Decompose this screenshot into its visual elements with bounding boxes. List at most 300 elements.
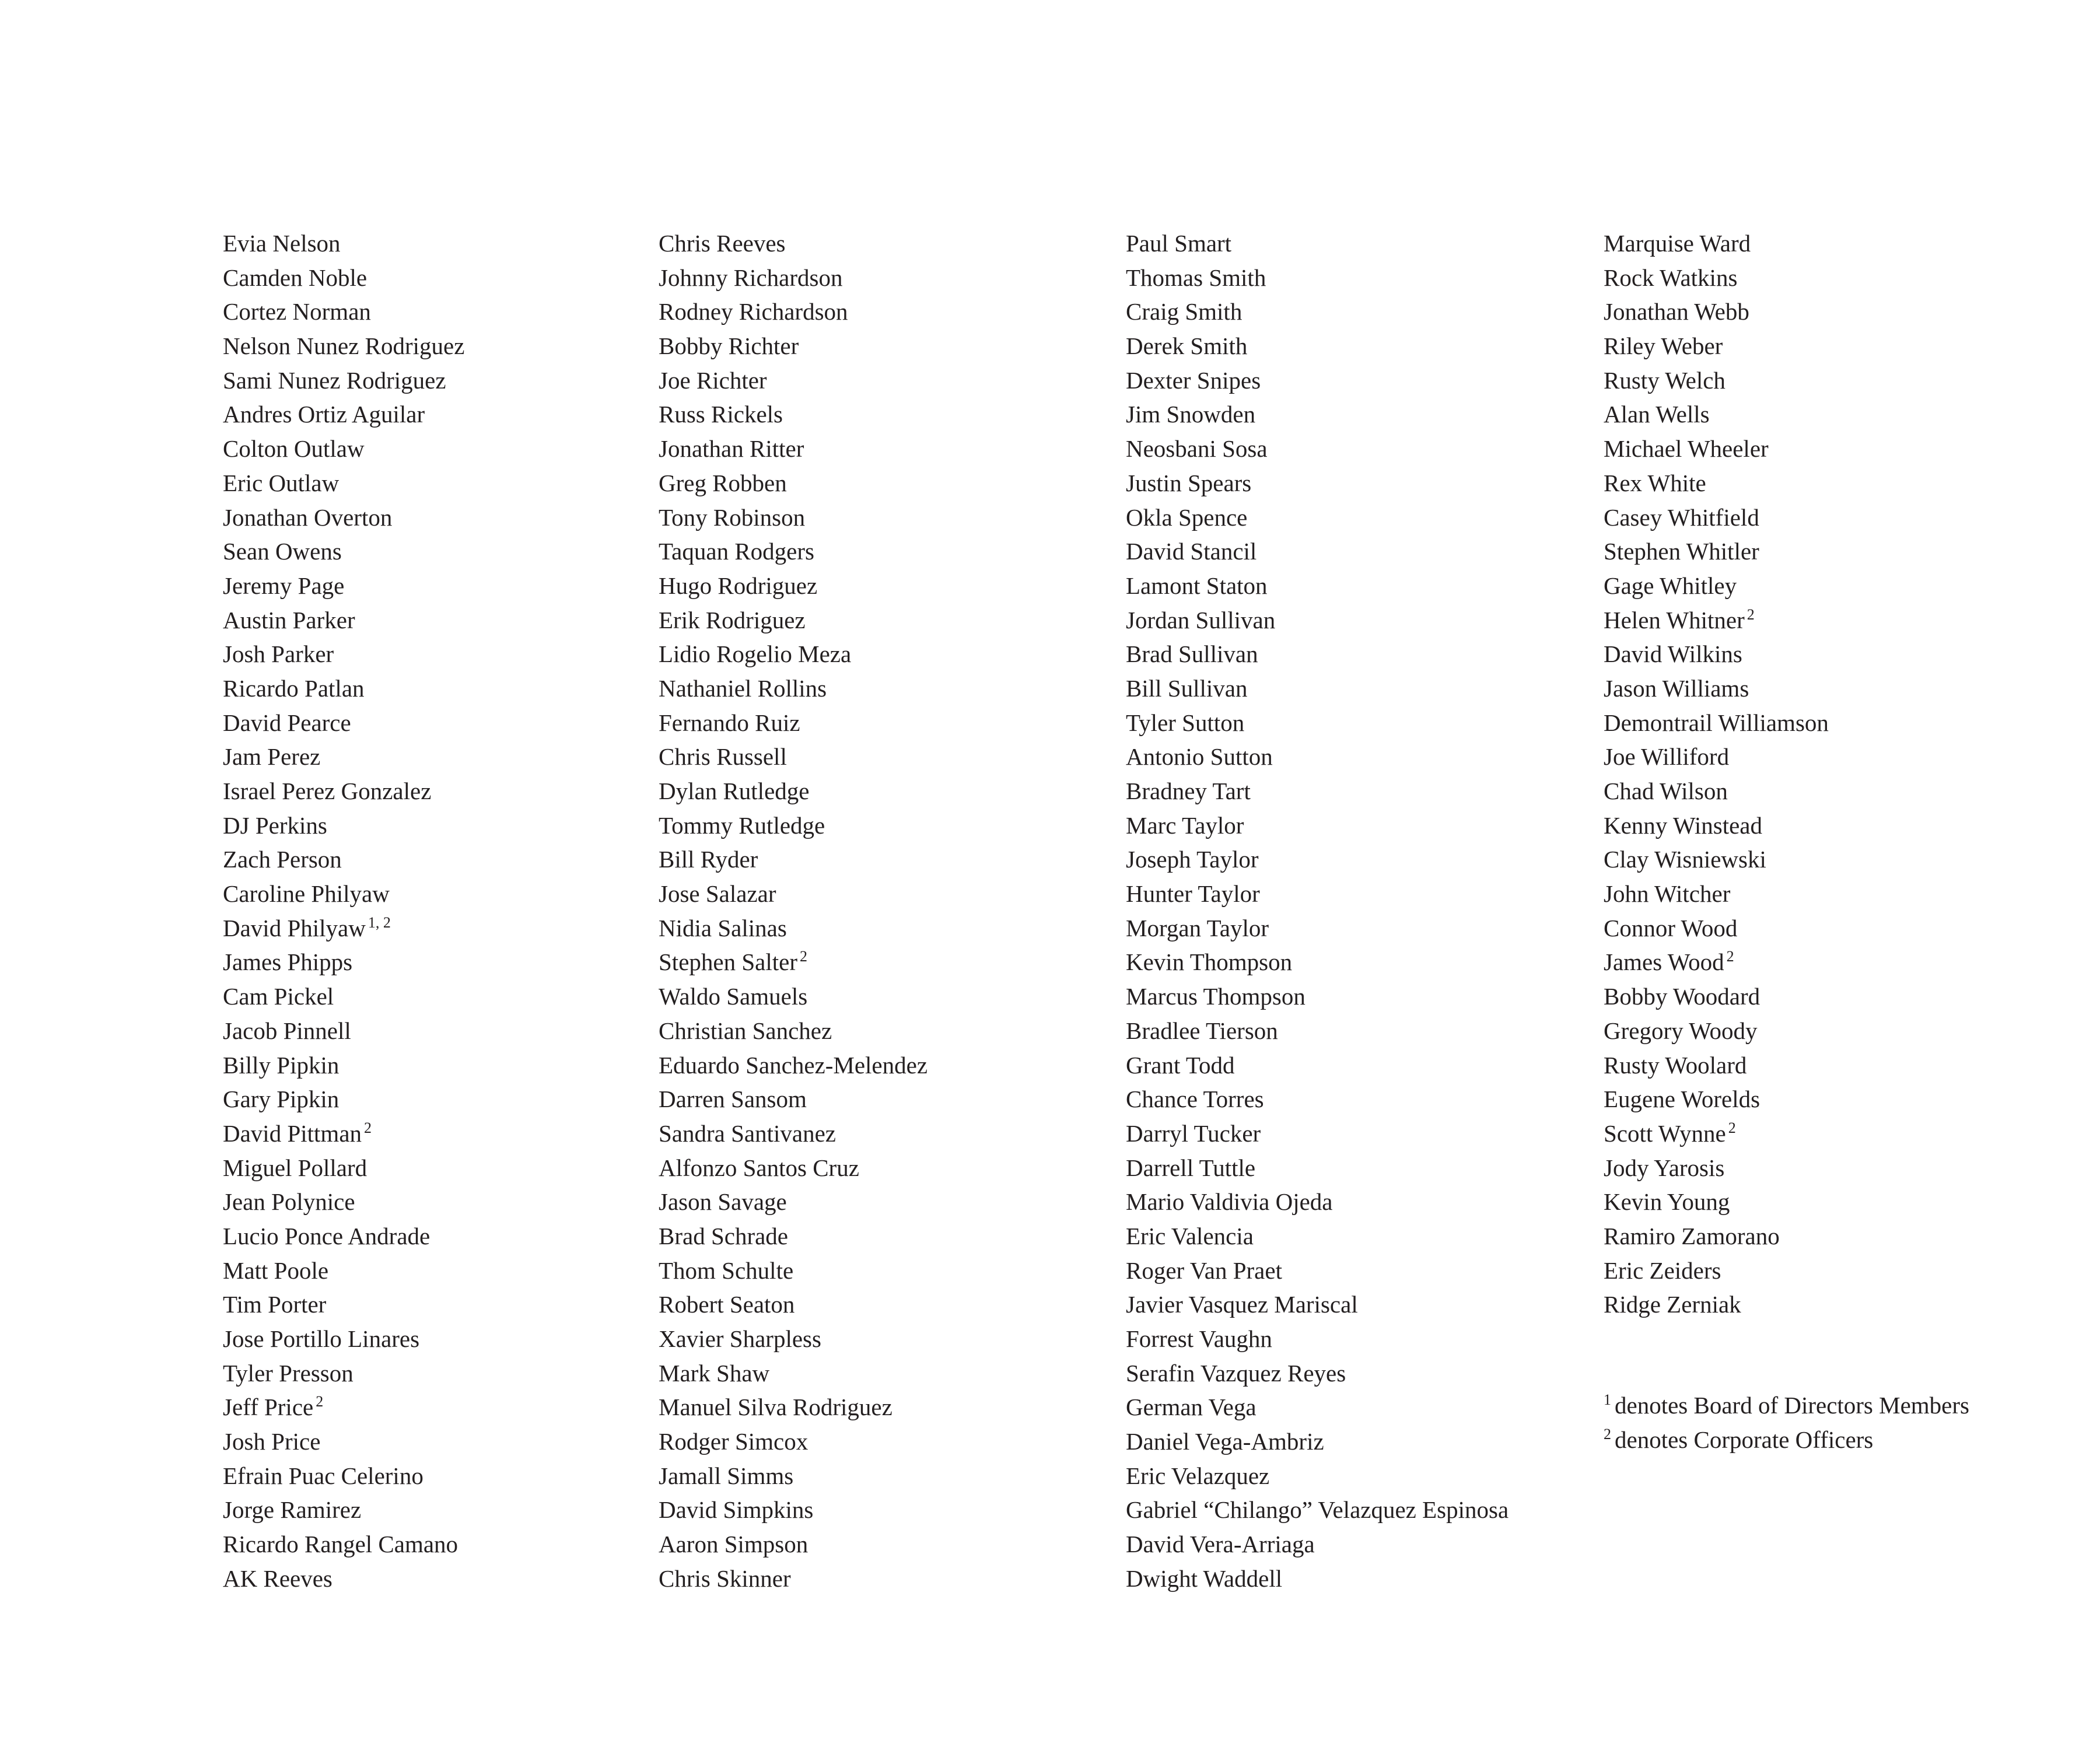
name-entry (659, 1254, 930, 1288)
name-entry (1604, 534, 1831, 569)
name-entry (1604, 1116, 1831, 1151)
person-name: Manuel Silva Rodriguez (659, 1394, 892, 1421)
legend-mark: 1 (1604, 1391, 1611, 1408)
name-entry (1126, 432, 1511, 466)
person-name: Stephen Whitler (1604, 538, 1759, 565)
person-name: Efrain Puac Celerino (223, 1462, 424, 1489)
person-name: Jonathan Ritter (659, 435, 804, 463)
name-entry (223, 637, 467, 671)
name-entry (1126, 295, 1511, 329)
name-entry (223, 1116, 467, 1151)
person-name: Alfonzo Santos Cruz (659, 1154, 859, 1181)
name-entry (659, 603, 930, 638)
person-name: Rodger Simcox (659, 1428, 808, 1455)
name-entry (223, 1287, 467, 1322)
person-name: David Philyaw (223, 914, 366, 942)
person-name: Chad Wilson (1604, 778, 1728, 804)
person-name: Tyler Presson (223, 1359, 354, 1387)
person-name: Dylan Rutledge (659, 778, 810, 804)
name-entry (659, 432, 930, 466)
person-name: Jean Polynice (223, 1188, 355, 1216)
name-entry (1604, 911, 1831, 946)
person-name: Chris Russell (659, 743, 787, 771)
person-name: Rock Watkins (1604, 264, 1738, 291)
person-name: Rusty Welch (1604, 366, 1726, 394)
name-entry (659, 1151, 930, 1185)
person-name: Colton Outlaw (223, 435, 365, 463)
person-name: Antonio Sutton (1126, 743, 1273, 771)
person-name: Brad Schrade (659, 1222, 788, 1250)
name-entry (223, 1356, 467, 1391)
person-name: Helen Whitner (1604, 606, 1745, 634)
name-entry (1126, 637, 1511, 671)
person-name: Gabriel “Chilango” Velazquez Espinosa (1126, 1496, 1509, 1524)
name-entry (1126, 569, 1511, 603)
person-name: Sami Nunez Rodriguez (223, 366, 446, 394)
person-name: Lamont Staton (1126, 572, 1268, 599)
name-entry (1126, 808, 1511, 843)
name-entry (1604, 432, 1831, 466)
person-name: Jordan Sullivan (1126, 606, 1276, 634)
person-name: Marquise Ward (1604, 230, 1751, 257)
person-name: Michael Wheeler (1604, 435, 1769, 463)
person-name: David Pearce (223, 709, 351, 736)
person-name: German Vega (1126, 1394, 1256, 1421)
name-entry (1126, 501, 1511, 535)
legend-text: denotes Corporate Officers (1615, 1426, 1874, 1453)
footnote-superscript: 2 (1728, 1119, 1736, 1136)
person-name: Evia Nelson (223, 230, 341, 257)
person-name: Daniel Vega-Ambriz (1126, 1428, 1324, 1455)
person-name: Thomas Smith (1126, 264, 1266, 291)
person-name: Javier Vasquez Mariscal (1126, 1291, 1358, 1318)
person-name: Gary Pipkin (223, 1086, 340, 1113)
name-entry (223, 1254, 467, 1288)
name-entry (659, 397, 930, 432)
name-entry (1126, 603, 1511, 638)
person-name: Taquan Rodgers (659, 538, 814, 565)
name-entry (223, 1014, 467, 1048)
person-name: Ricardo Rangel Camano (223, 1531, 459, 1558)
person-name: Ridge Zerniak (1604, 1291, 1741, 1318)
person-name: Craig Smith (1126, 298, 1242, 326)
name-entry (223, 1151, 467, 1185)
name-entry (659, 226, 930, 261)
person-name: Eduardo Sanchez-Melendez (659, 1051, 928, 1079)
name-entry (1126, 363, 1511, 398)
name-entry (1604, 329, 1831, 363)
person-name: Jody Yarosis (1604, 1154, 1725, 1181)
name-entry (659, 1082, 930, 1116)
name-entry (659, 261, 930, 295)
name-entry (223, 979, 467, 1014)
name-entry (1126, 877, 1511, 911)
person-name: Brad Sullivan (1126, 640, 1258, 668)
person-name: Kevin Young (1604, 1188, 1730, 1216)
person-name: Nidia Salinas (659, 914, 787, 942)
name-entry (223, 1527, 467, 1562)
person-name: Hugo Rodriguez (659, 572, 818, 599)
name-entry (223, 877, 467, 911)
name-entry (1126, 226, 1511, 261)
name-entry (659, 877, 930, 911)
name-entry (223, 329, 467, 363)
name-entry (223, 569, 467, 603)
name-entry (1604, 226, 1831, 261)
name-entry (1604, 706, 1831, 740)
person-name: Russ Rickels (659, 401, 783, 428)
name-entry (223, 911, 467, 946)
name-entry (223, 261, 467, 295)
name-entry (1126, 1219, 1511, 1254)
person-name: Jeff Price (223, 1394, 314, 1421)
name-entry (223, 1185, 467, 1219)
person-name: Josh Parker (223, 640, 334, 668)
person-name: Tony Robinson (659, 503, 806, 531)
person-name: Bill Ryder (659, 846, 758, 873)
name-entry (1604, 1185, 1831, 1219)
person-name: Rex White (1604, 469, 1706, 496)
name-entry (223, 671, 467, 706)
name-entry (1126, 1493, 1511, 1527)
person-name: Casey Whitfield (1604, 503, 1759, 531)
name-entry (1604, 945, 1831, 979)
name-entry (1604, 1151, 1831, 1185)
name-entry (659, 1048, 930, 1083)
name-entry (659, 945, 930, 979)
person-name: Chance Torres (1126, 1086, 1264, 1113)
footnote-legend (1604, 1388, 1969, 1457)
footnote-superscript: 2 (799, 948, 807, 965)
person-name: Darrell Tuttle (1126, 1154, 1256, 1181)
person-name: Sean Owens (223, 538, 342, 565)
name-entry (1604, 603, 1831, 638)
person-name: Roger Van Praet (1126, 1256, 1282, 1284)
person-name: Christian Sanchez (659, 1017, 832, 1044)
person-name: Darren Sansom (659, 1086, 807, 1113)
person-name: Clay Wisniewski (1604, 846, 1766, 873)
name-column-2 (659, 226, 930, 1596)
person-name: David Wilkins (1604, 640, 1742, 668)
name-entry (223, 774, 467, 808)
name-entry (223, 1562, 467, 1596)
name-entry (659, 501, 930, 535)
name-entry (1126, 1151, 1511, 1185)
person-name: David Pittman (223, 1119, 362, 1147)
person-name: Mark Shaw (659, 1359, 770, 1387)
name-entry (1126, 1390, 1511, 1424)
name-entry (1604, 1014, 1831, 1048)
person-name: Andres Ortiz Aguilar (223, 401, 425, 428)
name-entry (1126, 706, 1511, 740)
name-entry (223, 1390, 467, 1424)
name-entry (1126, 1356, 1511, 1391)
name-entry (223, 740, 467, 774)
footnote-superscript: 2 (364, 1119, 372, 1136)
footnote-superscript: 2 (316, 1393, 324, 1410)
name-entry (223, 501, 467, 535)
name-entry (659, 329, 930, 363)
person-name: Rodney Richardson (659, 298, 848, 326)
name-entry (659, 979, 930, 1014)
person-name: James Phipps (223, 949, 353, 976)
person-name: Tim Porter (223, 1291, 327, 1318)
person-name: Jonathan Overton (223, 503, 393, 531)
person-name: Dexter Snipes (1126, 366, 1261, 394)
name-entry (223, 603, 467, 638)
person-name: Hunter Taylor (1126, 880, 1260, 908)
name-entry (1126, 1185, 1511, 1219)
name-entry (1126, 534, 1511, 569)
person-name: Miguel Pollard (223, 1154, 368, 1181)
name-entry (1126, 397, 1511, 432)
footnote-superscript: 2 (1746, 606, 1755, 623)
person-name: Eric Valencia (1126, 1222, 1254, 1250)
name-entry (1604, 1048, 1831, 1083)
person-name: Tommy Rutledge (659, 811, 825, 839)
name-entry (223, 1493, 467, 1527)
legend-item-board (1604, 1388, 1969, 1423)
name-entry (223, 466, 467, 501)
person-name: Rusty Woolard (1604, 1051, 1747, 1079)
name-entry (1126, 1116, 1511, 1151)
person-name: Jacob Pinnell (223, 1017, 351, 1044)
person-name: Robert Seaton (659, 1291, 795, 1318)
name-entry (659, 1116, 930, 1151)
name-entry (1126, 842, 1511, 877)
person-name: Bobby Woodard (1604, 983, 1760, 1010)
name-entry (223, 1082, 467, 1116)
name-entry (659, 569, 930, 603)
person-name: Eugene Worelds (1604, 1086, 1760, 1113)
name-entry (1604, 671, 1831, 706)
name-entry (659, 466, 930, 501)
person-name: Jamall Simms (659, 1462, 794, 1489)
person-name: Erik Rodriguez (659, 606, 806, 634)
name-entry (223, 945, 467, 979)
person-name: Jorge Ramirez (223, 1496, 362, 1524)
name-entry (1604, 1082, 1831, 1116)
name-column-1 (223, 226, 467, 1596)
name-entry (659, 1287, 930, 1322)
person-name: Connor Wood (1604, 914, 1738, 942)
name-entry (1604, 1254, 1831, 1288)
name-entry (1126, 945, 1511, 979)
name-entry (223, 1459, 467, 1493)
name-entry (223, 534, 467, 569)
name-entry (659, 1014, 930, 1048)
person-name: Mario Valdivia Ojeda (1126, 1188, 1333, 1216)
name-entry (223, 432, 467, 466)
legend-text: denotes Board of Directors Members (1615, 1392, 1969, 1419)
person-name: Cam Pickel (223, 983, 334, 1010)
name-entry (223, 1048, 467, 1083)
person-name: Justin Spears (1126, 469, 1252, 496)
person-name: Nathaniel Rollins (659, 674, 827, 702)
name-entry (1126, 1562, 1511, 1596)
person-name: Israel Perez Gonzalez (223, 778, 432, 804)
person-name: Serafin Vazquez Reyes (1126, 1359, 1346, 1387)
person-name: Cortez Norman (223, 298, 371, 326)
person-name: AK Reeves (223, 1564, 332, 1592)
person-name: David Simpkins (659, 1496, 814, 1524)
name-entry (1604, 808, 1831, 843)
person-name: Jose Salazar (659, 880, 776, 908)
name-entry (659, 706, 930, 740)
person-name: Ricardo Patlan (223, 674, 365, 702)
name-entry (659, 671, 930, 706)
name-entry (1604, 774, 1831, 808)
person-name: Aaron Simpson (659, 1531, 808, 1558)
name-entry (659, 774, 930, 808)
name-entry (1604, 877, 1831, 911)
name-entry (1604, 397, 1831, 432)
name-entry (1604, 842, 1831, 877)
person-name: Nelson Nunez Rodriguez (223, 332, 465, 360)
person-name: John Witcher (1604, 880, 1731, 908)
person-name: Austin Parker (223, 606, 355, 634)
person-name: Jose Portillo Linares (223, 1325, 420, 1352)
name-entry (659, 808, 930, 843)
name-entry (223, 226, 467, 261)
name-entry (659, 534, 930, 569)
person-name: Camden Noble (223, 264, 368, 291)
person-name: Jason Williams (1604, 674, 1749, 702)
person-name: Alan Wells (1604, 401, 1710, 428)
name-entry (1126, 1322, 1511, 1356)
person-name: Chris Reeves (659, 230, 786, 257)
person-name: Jim Snowden (1126, 401, 1256, 428)
person-name: Jam Perez (223, 743, 321, 771)
name-entry (1604, 1287, 1831, 1322)
person-name: Greg Robben (659, 469, 787, 496)
person-name: Gage Whitley (1604, 572, 1737, 599)
footnote-superscript: 2 (1726, 948, 1734, 965)
name-entry (1126, 329, 1511, 363)
person-name: Jason Savage (659, 1188, 787, 1216)
person-name: Billy Pipkin (223, 1051, 340, 1079)
name-entry (659, 911, 930, 946)
person-name: Scott Wynne (1604, 1119, 1726, 1147)
person-name: Thom Schulte (659, 1256, 794, 1284)
legend-mark: 2 (1604, 1425, 1611, 1443)
person-name: Sandra Santivanez (659, 1119, 836, 1147)
name-entry (1604, 1219, 1831, 1254)
person-name: Joe Richter (659, 366, 767, 394)
person-name: Xavier Sharpless (659, 1325, 821, 1352)
name-entry (1604, 466, 1831, 501)
footnote-superscript: 1, 2 (368, 914, 391, 931)
person-name: Joseph Taylor (1126, 846, 1259, 873)
name-entry (1604, 979, 1831, 1014)
name-entry (1126, 979, 1511, 1014)
name-entry (223, 397, 467, 432)
name-entry (223, 706, 467, 740)
person-name: Jeremy Page (223, 572, 345, 599)
name-entry (659, 1322, 930, 1356)
person-name: Caroline Philyaw (223, 880, 390, 908)
name-entry (1604, 363, 1831, 398)
person-name: Eric Zeiders (1604, 1256, 1721, 1284)
name-entry (659, 1424, 930, 1459)
person-name: Johnny Richardson (659, 264, 843, 291)
person-name: Dwight Waddell (1126, 1564, 1283, 1592)
person-name: Gregory Woody (1604, 1017, 1758, 1044)
name-entry (1126, 911, 1511, 946)
name-entry (659, 1356, 930, 1391)
person-name: Eric Outlaw (223, 469, 340, 496)
name-entry (223, 808, 467, 843)
person-name: Darryl Tucker (1126, 1119, 1261, 1147)
person-name: Eric Velazquez (1126, 1462, 1270, 1489)
name-entry (1126, 1424, 1511, 1459)
person-name: Jonathan Webb (1604, 298, 1749, 326)
name-entry (1126, 1014, 1511, 1048)
name-entry (1126, 1287, 1511, 1322)
person-name: Marc Taylor (1126, 811, 1244, 839)
person-name: Tyler Sutton (1126, 709, 1245, 736)
name-entry (1126, 740, 1511, 774)
name-entry (659, 295, 930, 329)
person-name: Grant Todd (1126, 1051, 1235, 1079)
name-entry (223, 1322, 467, 1356)
name-entry (223, 1424, 467, 1459)
name-entry (659, 1390, 930, 1424)
person-name: Fernando Ruiz (659, 709, 800, 736)
name-entry (1604, 637, 1831, 671)
person-name: David Stancil (1126, 538, 1257, 565)
person-name: Paul Smart (1126, 230, 1232, 257)
person-name: Okla Spence (1126, 503, 1248, 531)
person-name: Joe Williford (1604, 743, 1730, 771)
name-entry (1126, 466, 1511, 501)
person-name: Josh Price (223, 1428, 321, 1455)
name-entry (659, 363, 930, 398)
person-name: DJ Perkins (223, 811, 327, 839)
name-entry (1604, 569, 1831, 603)
name-entry (223, 363, 467, 398)
name-entry (659, 637, 930, 671)
person-name: Bill Sullivan (1126, 674, 1248, 702)
name-entry (1126, 1527, 1511, 1562)
person-name: Kenny Winstead (1604, 811, 1763, 839)
name-entry (659, 1219, 930, 1254)
person-name: Waldo Samuels (659, 983, 808, 1010)
person-name: Zach Person (223, 846, 342, 873)
person-name: Forrest Vaughn (1126, 1325, 1272, 1352)
name-entry (1126, 1254, 1511, 1288)
person-name: Ramiro Zamorano (1604, 1222, 1780, 1250)
person-name: Lidio Rogelio Meza (659, 640, 852, 668)
name-entry (659, 1185, 930, 1219)
person-name: Chris Skinner (659, 1564, 791, 1592)
name-entry (659, 1459, 930, 1493)
name-entry (659, 1493, 930, 1527)
person-name: Kevin Thompson (1126, 949, 1293, 976)
person-name: Matt Poole (223, 1256, 329, 1284)
person-name: Demontrail Williamson (1604, 709, 1829, 736)
person-name: Bradney Tart (1126, 778, 1251, 804)
person-name: Lucio Ponce Andrade (223, 1222, 430, 1250)
person-name: Morgan Taylor (1126, 914, 1269, 942)
person-name: Bradlee Tierson (1126, 1017, 1278, 1044)
name-entry (1604, 295, 1831, 329)
name-entry (1604, 261, 1831, 295)
name-entry (1126, 671, 1511, 706)
person-name: Stephen Salter (659, 949, 797, 976)
name-entry (1604, 501, 1831, 535)
person-name: James Wood (1604, 949, 1724, 976)
